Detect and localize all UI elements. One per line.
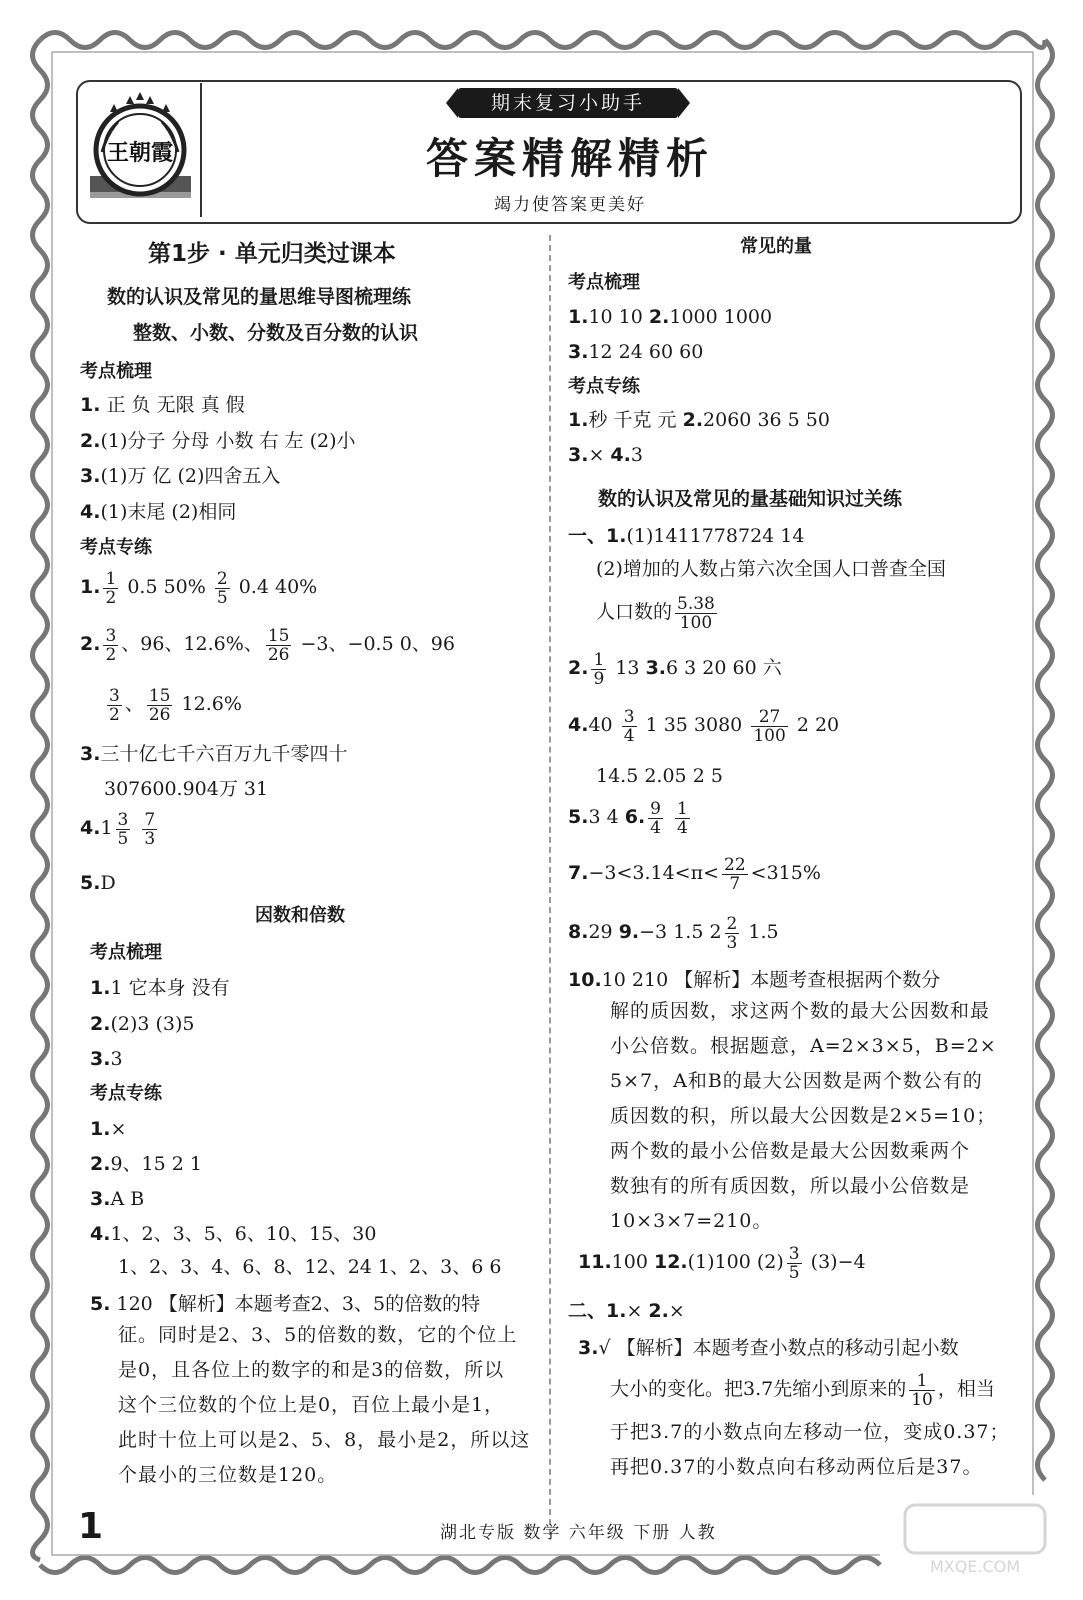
answer-line: 10.10 210 【解析】本题考查根据两个数分 bbox=[568, 969, 941, 991]
kd-heading: 考点梳理 bbox=[80, 361, 152, 382]
watermark-icon bbox=[900, 1500, 1050, 1580]
answer-line: 二、1.× 2.× bbox=[568, 1300, 685, 1322]
fraction: $\frac{3}{4}$ bbox=[623, 706, 635, 746]
fraction: $\frac{7}{3}$ bbox=[144, 809, 156, 849]
page-title: 答案精解精析 bbox=[425, 134, 714, 183]
answer-line: 3.√ 【解析】本题考查小数点的移动引起小数 bbox=[578, 1337, 959, 1359]
header-tag: 期末复习小助手 bbox=[458, 88, 678, 118]
section-title: 数的认识及常见的量基础知识过关练 bbox=[598, 488, 903, 510]
answer-line: 3.(1)万 亿 (2)四舍五入 bbox=[80, 465, 281, 487]
fraction: $\frac{5.38}{100}$ bbox=[677, 593, 715, 633]
fraction: $\frac{15}{26}$ bbox=[148, 685, 171, 725]
answer-line: 3.三十亿七千六百万九千零四十 bbox=[80, 743, 348, 765]
answer-line: 2. $\frac{3}{2}$ 、96、12.6%、 $\frac{15}{26}$ −3、−0.5 0、96 bbox=[80, 625, 455, 665]
answer-line: 大小的变化。把3.7先缩小到原来的 $\frac{1}{10}$ ，相当 bbox=[610, 1370, 995, 1410]
answer-line: (2)增加的人数占第六次全国人口普查全国 bbox=[596, 558, 946, 580]
answer-line: $\frac{3}{2}$ 、 $\frac{15}{26}$ 12.6% bbox=[109, 685, 242, 725]
answer-line: 4.40 $\frac{3}{4}$ 1 35 3080 $\frac{27}{100}$ 2 20 bbox=[568, 706, 840, 746]
answer-line: 1.1 它本身 没有 bbox=[90, 977, 230, 999]
watermark-text: MXQE.COM bbox=[929, 1557, 1021, 1576]
column-separator bbox=[549, 235, 551, 1535]
page-subtitle: 竭力使答案更美好 bbox=[494, 195, 646, 215]
footer-info: 湖北专版 数学 六年级 下册 人教 bbox=[440, 1523, 717, 1543]
frame-outer bbox=[40, 33, 1045, 48]
answer-line: 3.3 bbox=[90, 1048, 123, 1070]
answer-line: 一、1.(1)1411778724 14 bbox=[568, 525, 805, 547]
fraction: $\frac{1}{4}$ bbox=[677, 798, 688, 838]
answer-line: 14.5 2.05 2 5 bbox=[596, 765, 723, 787]
answer-line: 4.1、2、3、5、6、10、15、30 bbox=[90, 1223, 377, 1245]
answer-line: 8.29 9.−3 1.5 2 $\frac{2}{3}$ 1.5 bbox=[568, 913, 779, 953]
answer-line: 人口数的 $\frac{5.38}{100}$ bbox=[596, 593, 715, 633]
answer-line: 11.100 12.(1)100 (2) $\frac{3}{5}$ (3)−4 bbox=[578, 1243, 866, 1283]
page-number: 1 bbox=[78, 1506, 104, 1547]
fraction: $\frac{9}{4}$ bbox=[650, 798, 661, 838]
fraction: $\frac{2}{3}$ bbox=[726, 913, 738, 953]
answer-line: 5. 120 【解析】本题考查2、3、5的倍数的特 bbox=[90, 1293, 481, 1315]
answer-line: 5.3 4 6. $\frac{9}{4}$ $\frac{1}{4}$ bbox=[568, 798, 688, 838]
answer-line: 1. $\frac{1}{2}$ 0.5 50% $\frac{2}{5}$ 0.4 40% bbox=[80, 568, 318, 608]
fraction: $\frac{2}{5}$ bbox=[216, 568, 228, 608]
fraction: $\frac{27}{100}$ bbox=[753, 706, 786, 746]
kd-heading: 考点专练 bbox=[568, 376, 640, 397]
kd-heading: 考点专练 bbox=[80, 537, 152, 558]
unit-title: 因数和倍数 bbox=[255, 905, 345, 926]
header-divider bbox=[200, 83, 202, 217]
unit-title: 整数、小数、分数及百分数的认识 bbox=[133, 322, 419, 344]
svg-text:王朝霞: 王朝霞 bbox=[106, 140, 174, 166]
answer-line: 3.× 4.3 bbox=[568, 444, 643, 466]
answer-line: 2.(2)3 (3)5 bbox=[90, 1013, 195, 1035]
answer-line: 4.1 $\frac{3}{5}$ $\frac{7}{3}$ bbox=[80, 809, 156, 849]
answer-line: 5.D bbox=[80, 872, 116, 894]
answer-line: 2.(1)分子 分母 小数 右 左 (2)小 bbox=[80, 430, 356, 452]
answer-line: 4.(1)末尾 (2)相同 bbox=[80, 501, 237, 523]
fraction: $\frac{1}{9}$ bbox=[593, 649, 605, 689]
answer-line: 3.12 24 60 60 bbox=[568, 341, 704, 363]
fraction: $\frac{1}{2}$ bbox=[105, 568, 117, 608]
fraction: $\frac{3}{5}$ bbox=[788, 1243, 800, 1283]
answer-line: 1.秒 千克 元 2.2060 36 5 50 bbox=[568, 409, 830, 431]
fraction: $\frac{3}{2}$ bbox=[109, 685, 120, 725]
fraction: $\frac{15}{26}$ bbox=[267, 625, 290, 665]
fraction: $\frac{22}{7}$ bbox=[724, 854, 746, 894]
kd-heading: 考点专练 bbox=[90, 1083, 162, 1104]
kd-heading: 考点梳理 bbox=[90, 942, 162, 963]
explanation-block: 征。同时是2、3、5的倍数的数，它的个位上 是0，且各位上的数字的和是3的倍数，所以 这个三位数的个位上是0，百位上最小是1， 此时十位上可以是2、5、8，最小是2，所以这 个最小的三位数是120。 bbox=[118, 1324, 531, 1486]
kd-heading: 考点梳理 bbox=[568, 272, 640, 293]
answer-line: 3.A B bbox=[90, 1188, 145, 1210]
fraction: $\frac{1}{10}$ bbox=[911, 1370, 933, 1410]
unit-title: 常见的量 bbox=[740, 236, 812, 257]
answer-line: 1、2、3、4、6、8、12、24 1、2、3、6 6 bbox=[118, 1256, 502, 1278]
step-title: 第1步 · 单元归类过课本 bbox=[148, 241, 396, 267]
section-title: 数的认识及常见的量思维导图梳理练 bbox=[107, 286, 412, 308]
answer-line: 1. 正 负 无限 真 假 bbox=[80, 394, 245, 416]
watermark-logo bbox=[900, 1500, 1050, 1580]
answer-line: 1.× bbox=[90, 1118, 127, 1140]
answer-line: 7.−3<3.14<π< $\frac{22}{7}$ <315% bbox=[568, 854, 821, 894]
answer-line: 307600.904万 31 bbox=[104, 778, 269, 800]
answer-line: 2. $\frac{1}{9}$ 13 3.6 3 20 60 六 bbox=[568, 649, 782, 689]
explanation-block: 解的质因数，求这两个数的最大公因数和最 小公倍数。根据题意，A=2×3×5，B=2× 5×7，A和B的最大公因数是两个数公有的 质因数的积，所以最大公因数是2×5=10； 两个数的最小公倍数是最大公因数乘两个 数独有的所有质因数，所以最小公倍数是 10×3×7=210。 bbox=[610, 1000, 997, 1232]
fraction: $\frac{3}{2}$ bbox=[105, 625, 117, 665]
fraction: $\frac{3}{5}$ bbox=[117, 809, 129, 849]
brand-logo bbox=[88, 92, 193, 210]
answer-line: 2.9、15 2 1 bbox=[90, 1153, 202, 1175]
answer-line: 1.10 10 2.1000 1000 bbox=[568, 306, 773, 328]
explanation-block: 于把3.7的小数点向左移动一位，变成0.37； 再把0.37的小数点向右移动两位后是37。 bbox=[610, 1421, 1010, 1478]
